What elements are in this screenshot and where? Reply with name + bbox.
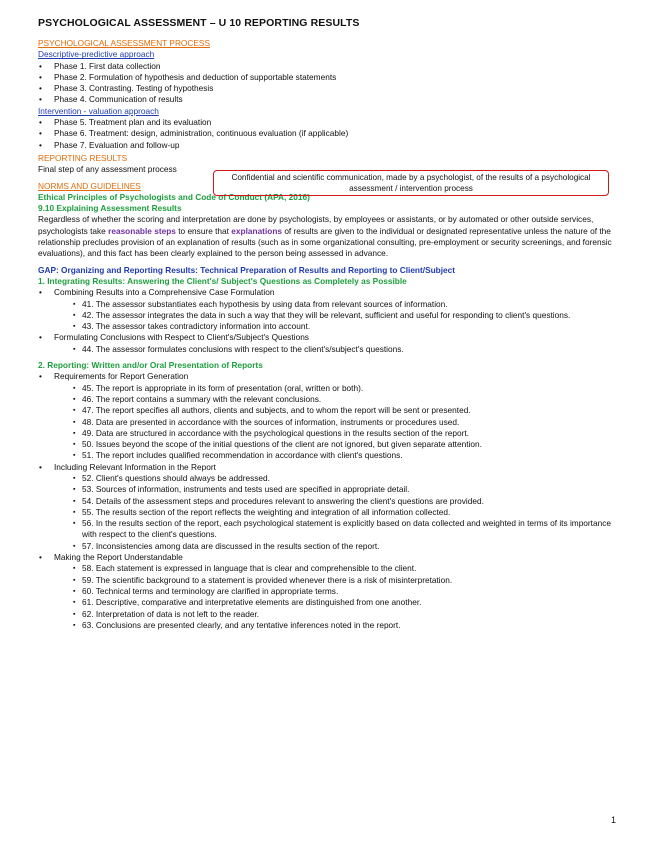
para-emphasis: reasonable steps (108, 225, 176, 236)
list-item: • Phase 7. Evaluation and follow-up (38, 140, 618, 151)
s2-group3-items (38, 563, 618, 631)
section-2-list-2 (38, 462, 618, 473)
group-heading: • Formulating Conclusions with Respect to Client's/Subject's Questions (38, 332, 618, 343)
approach-heading: Descriptive-predictive approach (38, 49, 155, 60)
group-heading: • Combining Results into a Comprehensive Case Formulation (38, 287, 618, 298)
list-item: • Phase 6. Treatment: design, administration, continuous evaluation (if applicable) (38, 128, 618, 139)
intervention-phase-list (38, 117, 618, 151)
list-item: • Phase 4. Communication of results (38, 94, 618, 105)
list-item: ▪ 59. The scientific background to a statement is provided whenever there is a risk of misinterpretation. (38, 575, 618, 586)
section-2-list-3 (38, 552, 618, 563)
list-item: ▪ 60. Technical terms and terminology are clarified in appropriate terms. (38, 586, 618, 597)
list-item: ▪ 51. The report includes qualified recommendation in accordance with client's questions. (38, 450, 618, 461)
para-text: Regardless of whether the scoring and interpretation are done by psychologists, by employees or assistants, or by automated or other outside services, psychologists take (38, 214, 594, 236)
list-item: ▪ 45. The report is appropriate in its form of presentation (oral, written or both). (38, 383, 618, 394)
list-item: ▪ 47. The report specifies all authors, clients and subjects, and to whom the report will be sent or presented. (38, 405, 618, 416)
section-1-list-2 (38, 332, 618, 343)
reporting-heading: REPORTING RESULTS (38, 152, 128, 163)
s2-group2-items (38, 473, 618, 552)
list-item: ▪ 54. Details of the assessment steps and procedures relevant to answering the client's questions are provided. (38, 496, 618, 507)
list-item: ▪ 41. The assessor substantiates each hypothesis by using data from relevant sources of information. (38, 299, 618, 310)
list-item: ▪ 42. The assessor integrates the data in such a way that they will be relevant, sufficient and useful for responding to client's questions. (38, 310, 618, 321)
list-item: ▪ 56. In the results section of the report, each psychological statement is explicitly based on data collected and weighted in terms of its importance with respect to the client's questions. (38, 518, 618, 541)
group-heading: • Requirements for Report Generation (38, 371, 618, 382)
section-1-list (38, 287, 618, 298)
list-item: ▪ 63. Conclusions are presented clearly, and any tentative inferences noted in the report. (38, 620, 618, 631)
process-heading: PSYCHOLOGICAL ASSESSMENT PROCESS (38, 38, 210, 48)
list-item: ▪ 53. Sources of information, instruments and tests used are specified in appropriate detail. (38, 484, 618, 495)
list-item: • Phase 2. Formulation of hypothesis and deduction of supportable statements (38, 72, 618, 83)
phase-list (38, 61, 618, 106)
list-item: ▪ 43. The assessor takes contradictory information into account. (38, 321, 618, 332)
document-body (38, 38, 618, 631)
list-item: ▪ 61. Descriptive, comparative and interpretative elements are distinguished from one another. (38, 597, 618, 608)
section-1-heading: 1. Integrating Results: Answering the Client's/ Subject's Questions as Completely as Possible (38, 275, 407, 286)
list-item: ▪ 57. Inconsistencies among data are discussed in the results section of the report. (38, 541, 618, 552)
s1-group2-items (38, 344, 618, 355)
list-item: • Phase 1. First data collection (38, 61, 618, 72)
list-item: ▪ 55. The results section of the report reflects the weighting and integration of all information collected. (38, 507, 618, 518)
norms-heading: NORMS AND GUIDELINES (38, 180, 141, 191)
list-item: ▪ 48. Data are presented in accordance with the sources of information, instruments or procedures used. (38, 417, 618, 428)
para-emphasis: explanations (231, 225, 282, 236)
list-item: • Phase 5. Treatment plan and its evaluation (38, 117, 618, 128)
ethics-paragraph (38, 214, 618, 259)
page-number: 1 (611, 815, 617, 825)
s1-group1-items (38, 299, 618, 333)
group-heading: • Including Relevant Information in the Report (38, 462, 618, 473)
list-item: ▪ 58. Each statement is expressed in language that is clear and comprehensible to the client. (38, 563, 618, 574)
section-heading: 9.10 Explaining Assessment Results (38, 203, 182, 214)
gap-heading: GAP: Organizing and Reporting Results: Technical Preparation of Results and Reporting to Client/Subject (38, 264, 456, 275)
ethics-heading: Ethical Principles of Psychologists and Code of Conduct (APA, 2016) (38, 191, 310, 202)
list-item: ▪ 52. Client's questions should always be addressed. (38, 473, 618, 484)
reporting-callout: Confidential and scientific communication, made by a psychologist, of the results of a psychological assessment / intervention process (213, 170, 609, 196)
para-text: to ensure that (178, 225, 229, 236)
list-item: ▪ 62. Interpretation of data is not left to the reader. (38, 609, 618, 620)
list-item: ▪ 49. Data are structured in accordance with the psychological questions in the results section of the report. (38, 428, 618, 439)
list-item: • Phase 3. Contrasting. Testing of hypothesis (38, 83, 618, 94)
document-title: PSYCHOLOGICAL ASSESSMENT – U 10 REPORTING RESULTS (38, 17, 360, 29)
list-item: ▪ 50. Issues beyond the scope of the initial questions of the client are not ignored, but given separate attention. (38, 439, 618, 450)
list-item: ▪ 44. The assessor formulates conclusions with respect to the client's/subject's questions. (38, 344, 618, 355)
section-2-list (38, 371, 618, 382)
section-2-heading: 2. Reporting: Written and/or Oral Presentation of Reports (38, 360, 263, 371)
para-text: of results are given to the individual or designated representative unless the nature of the relationship precludes provision of an explanation of results (such as in some organizational consulting, pre-employment or security screenings, and forensic evaluations), and this fact has been clearly explained to the person being assessed in advance. (38, 225, 612, 259)
s2-group1-items (38, 383, 618, 462)
intervention-heading: Intervention - valuation approach (38, 105, 159, 116)
reporting-text: Final step of any assessment process (38, 164, 177, 175)
list-item: ▪ 46. The report contains a summary with the relevant conclusions. (38, 394, 618, 405)
group-heading: • Making the Report Understandable (38, 552, 618, 563)
